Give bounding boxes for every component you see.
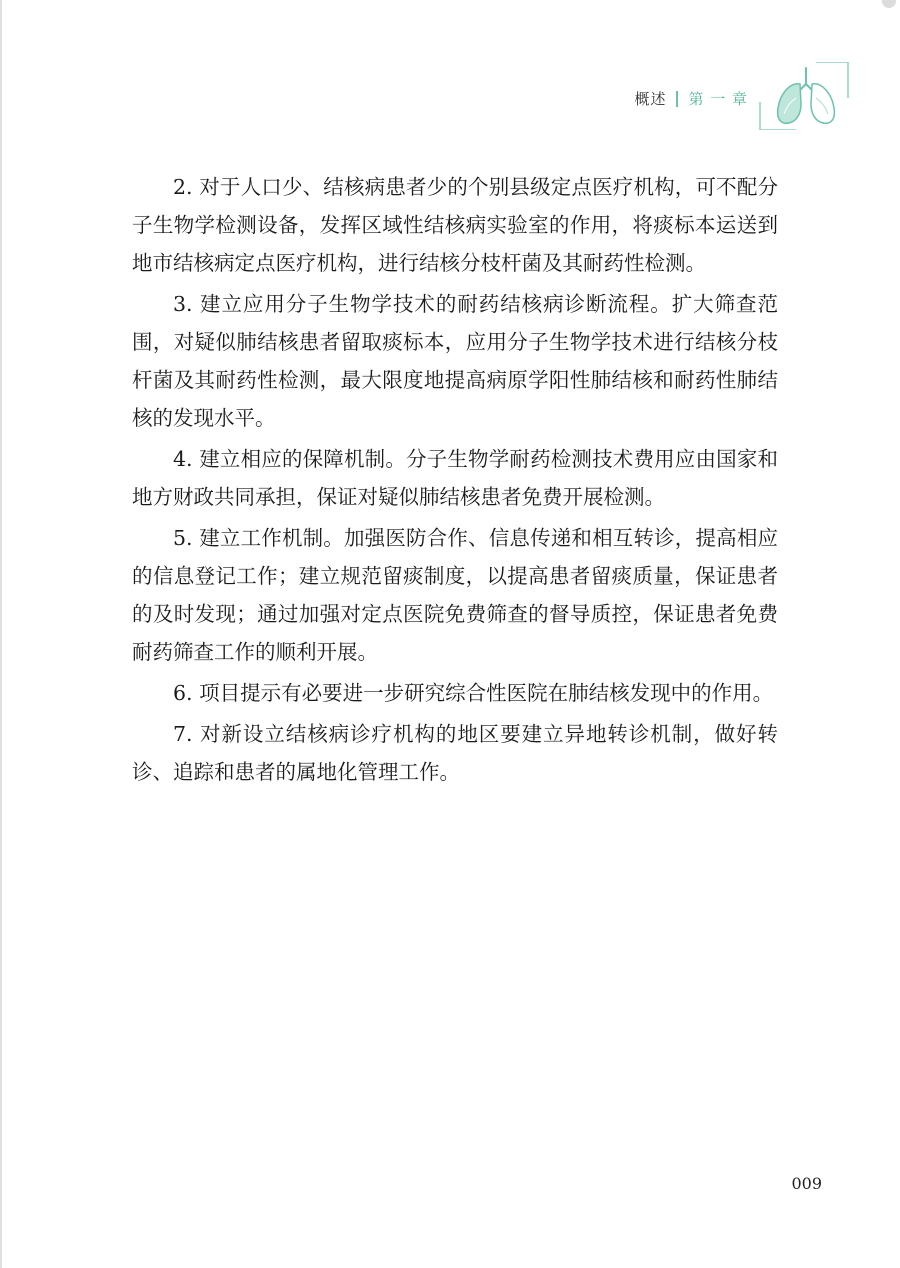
- body-text: [132, 168, 778, 794]
- paragraph-5: 5. 建立工作机制。加强医防合作、信息传递和相互转诊，提高相应的信息登记工作；建立规范留痰制度，以提高患者留痰质量，保证患者的及时发现；通过加强对定点医院免费筛查的督导质控，保证患者免费耐药筛查工作的顺利开展。: [132, 526, 778, 664]
- header-divider: [676, 91, 678, 107]
- corner-mark: [882, 0, 896, 8]
- paragraph-7: 7. 对新设立结核病诊疗机构的地区要建立异地转诊机制，做好转诊、追踪和患者的属地化管理工作。: [132, 722, 778, 784]
- chapter-label: 第 一 章: [688, 90, 748, 108]
- running-head: [634, 88, 748, 109]
- paragraph-4: 4. 建立相应的保障机制。分子生物学耐药检测技术费用应由国家和地方财政共同承担，保证对疑似肺结核患者免费开展检测。: [132, 447, 778, 509]
- paragraph-2: 2. 对于人口少、结核病患者少的个别县级定点医疗机构，可不配分子生物学检测设备，发挥区域性结核病实验室的作用，将痰标本运送到地市结核病定点医疗机构，进行结核分枝杆菌及其耐药性检测。: [132, 175, 778, 275]
- page-number: 009: [791, 1174, 822, 1193]
- paragraph-3: 3. 建立应用分子生物学技术的耐药结核病诊断流程。扩大筛查范围，对疑似肺结核患者留取痰标本，应用分子生物学技术进行结核分枝杆菌及其耐药性检测，最大限度地提高病原学阳性肺结核和耐药性肺结核的发现水平。: [132, 292, 778, 430]
- section-title: 概述: [634, 90, 667, 108]
- page-edge: [0, 0, 2, 1268]
- lungs-icon: [756, 62, 852, 130]
- paragraph-6: 6. 项目提示有必要进一步研究综合性医院在肺结核发现中的作用。: [173, 681, 774, 705]
